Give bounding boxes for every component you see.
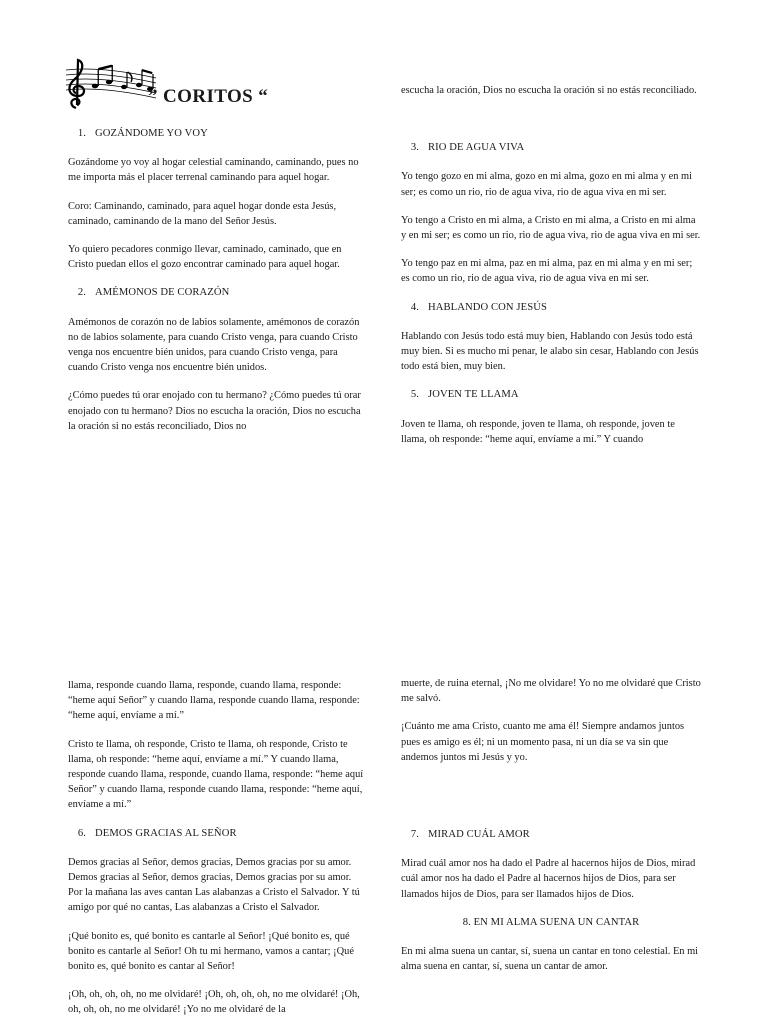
paragraph: Yo tengo paz en mi alma, paz en mi alma, paz en mi alma y en mi ser; es como un rio, rio de agua viva, rio de agua viva en mi ser. [401,258,693,285]
paragraph: llama, responde cuando llama, responde, cuando llama, responde: “heme aquí Señor” y cuando llama, responde cuando llama, responde: “heme aquí, envíame a mí.” [68,680,360,722]
section-heading [401,387,701,402]
paragraph: ¡Qué bonito es, qué bonito es cantarle al Señor! ¡Qué bonito es, qué bonito es cantarle al Señor! Oh tu mi hermano, vamos a cantar; ¡Qué bonito es, qué bonito es cantar al Señor! [68,930,354,973]
section-heading [68,126,364,141]
paragraph: Yo tengo gozo en mi alma, gozo en mi alma, gozo en mi alma y en mi ser; es como un rio, rio de agua viva, rio de agua viva en mi ser. [401,171,692,198]
section-number: 3. [410,142,419,154]
paragraph: Cristo te llama, oh responde, Cristo te llama, oh responde, Cristo te llama, oh responde: “heme aquí, envíame a mí.” Y cuando llama, responde cuando llama, responde, cuando llama, responde: “heme aquí Señor” y cuando llama, responde cuando llama, responde: “heme aquí, envíame a mí.” [68,738,364,811]
section-heading [401,915,701,930]
paragraph: Joven te llama, oh responde, joven te llama, oh responde, joven te llama, oh responde: “heme aquí, envíame a mí.” Y cuando [401,418,675,445]
section-title: 8. EN MI ALMA SUENA UN CANTAR [462,916,640,928]
paragraph: escucha la oración, Dios no escucha la oración si no estás reconciliado. [401,85,697,96]
bottom-left-column [68,678,364,1031]
section-heading [401,300,701,315]
paragraph: Amémonos de corazón no de labios solamente, amémonos de corazón no de labios solamente, para cuando Cristo venga, para cuando Cristo venga nos encuentre bién unidos, para cuando Cristo venga, para cuando Cristo venga nos encuentre bién unidos. [68,316,360,374]
section-title: AMÉMONOS DE CORAZÓN [95,287,230,299]
section-heading [68,826,364,841]
section-title: JOVEN TE LLAMA [428,389,519,401]
section-number: 6. [77,827,86,839]
paragraph: Mirad cuál amor nos ha dado el Padre al hacernos hijos de Dios, mirad cuál amor nos ha dado el Padre al hacernos hijos de Dios, para ser llamados hijos de Dios, para ser llamados hijos de Dios. [401,858,696,900]
top-left-column [68,126,364,447]
section-title: HABLANDO CON JESÚS [428,301,547,313]
section-heading [68,285,364,300]
document-title: ” CORITOS “ [148,86,269,107]
paragraph: Hablando con Jesús todo está muy bien, Hablando con Jesús todo está muy bien. Si es mucho mi penar, le alabo sin cesar, Hablando con Jesús todo está bien, muy bien. [401,330,699,373]
section-number: 5. [410,389,419,401]
paragraph: muerte, de ruina eternal, ¡No me olvidare! Yo no me olvidaré que Cristo me salvó. [401,678,701,705]
section-title: GOZÁNDOME YO VOY [95,128,208,139]
paragraph: Demos gracias al Señor, demos gracias, Demos gracias por su amor. Demos gracias al Señor, demos gracias, Demos gracias por su amor. Por la mañana las aves cantan Las alabanzas a Cristo el Salvador. Y tú amigo por qué no cantas, Las alabanzas a Cristo el Salvador. [68,856,360,914]
treble-clef-music-notes-icon [62,56,158,112]
paragraph: ¡Cuánto me ama Cristo, cuanto me ama él! Siempre andamos juntos pues es amigo es él; ni un momento pasa, ni un día se va sin que andemos juntos mi Jesús y yo. [401,721,685,763]
paragraph: Yo tengo a Cristo en mi alma, a Cristo en mi alma, a Cristo en mi alma y en mi ser; es como un rio, rio de agua viva, rio de agua viva en mi ser. [401,214,701,242]
paragraph: ¡Oh, oh, oh, oh, no me olvidaré! ¡Oh, oh, oh, oh, no me olvidaré! ¡Oh, oh, oh, oh, no me olvidaré! ¡Yo no me olvidaré de la [68,989,360,1016]
paragraph: Gozándome yo voy al hogar celestial caminando, caminando, pues no me importa más el placer terrenal caminando para aquel hogar. [68,157,359,184]
section-title: RIO DE AGUA VIVA [428,142,525,154]
bottom-right-column [401,676,701,987]
section-number: 7. [410,829,419,841]
section-number: 1. [77,128,86,139]
section-heading [401,827,701,842]
paragraph: En mi alma suena un cantar, sí, suena un cantar en tono celestial. En mi alma suena en cantar, sí, suena un cantar de amor. [401,946,699,973]
section-title: DEMOS GRACIAS AL SEÑOR [95,827,237,839]
section-number: 2. [77,287,86,299]
top-right-column [401,83,701,460]
paragraph: Coro: Caminando, caminado, para aquel hogar donde esta Jesús, caminado, caminando de la mano del Señor Jesús. [68,200,337,227]
document-header [62,56,322,112]
section-heading [401,140,701,155]
section-number: 4. [410,301,419,313]
paragraph: Yo quiero pecadores conmigo llevar, caminado, caminado, que en Cristo puedan ellos el gozo encontrar caminado para aquel hogar. [68,244,342,271]
section-title: MIRAD CUÁL AMOR [428,829,530,841]
paragraph: ¿Cómo puedes tú orar enojado con tu hermano? ¿Cómo puedes tú orar enojado con tu hermano? Dios no escucha la oración, Dios no escucha la oración si no estás reconciliado, Dios no [68,390,361,432]
